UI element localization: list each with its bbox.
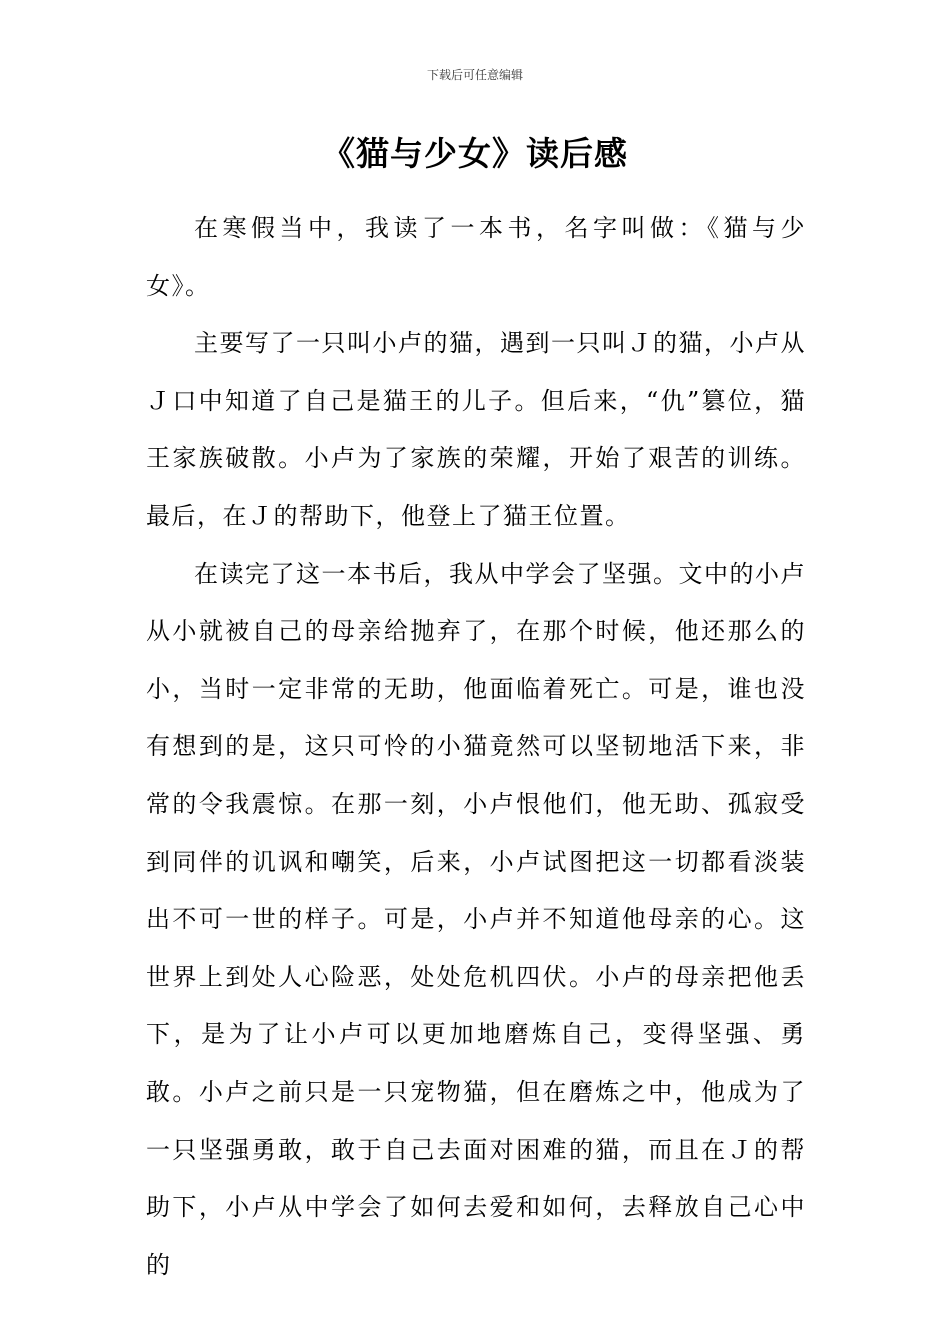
paragraph-2: 主要写了一只叫小卢的猫，遇到一只叫Ｊ的猫，小卢从Ｊ口中知道了自己是猫王的儿子。但后来，“仇”篡位，猫王家族破散。小卢为了家族的荣耀，开始了艰苦的训练。最后，在Ｊ的帮助下，他登上了猫王位置。	[146, 329, 806, 530]
paragraph-3: 在读完了这一本书后，我从中学会了坚强。文中的小卢从小就被自己的母亲给抛弃了，在那个时候，他还那么的小，当时一定非常的无助，他面临着死亡。可是，谁也没有想到的是，这只可怜的小猫竟然可以坚韧地活下来，非常的令我震惊。在那一刻，小卢恨他们，他无助、孤寂受到同伴的讥讽和嘲笑，后来，小卢试图把这一切都看淡装出不可一世的样子。可是，小卢并不知道他母亲的心。这世界上到处人心险恶，处处危机四伏。小卢的母亲把他丢下，是为了让小卢可以更加地磨炼自己，变得坚强、勇敢。小卢之前只是一只宠物猫，但在磨炼之中，他成为了一只坚强勇敢，敢于自己去面对困难的猫，而且在Ｊ的帮助下，小卢从中学会了如何去爱和如何，去释放自己心中的	[146, 559, 806, 1279]
document-title: 《猫与少女》读后感	[322, 134, 628, 173]
header-note: 下载后可任意编辑	[426, 68, 523, 82]
paragraph-1: 在寒假当中，我读了一本书，名字叫做：《猫与少女》。	[146, 214, 806, 300]
document-body	[146, 200, 806, 1294]
